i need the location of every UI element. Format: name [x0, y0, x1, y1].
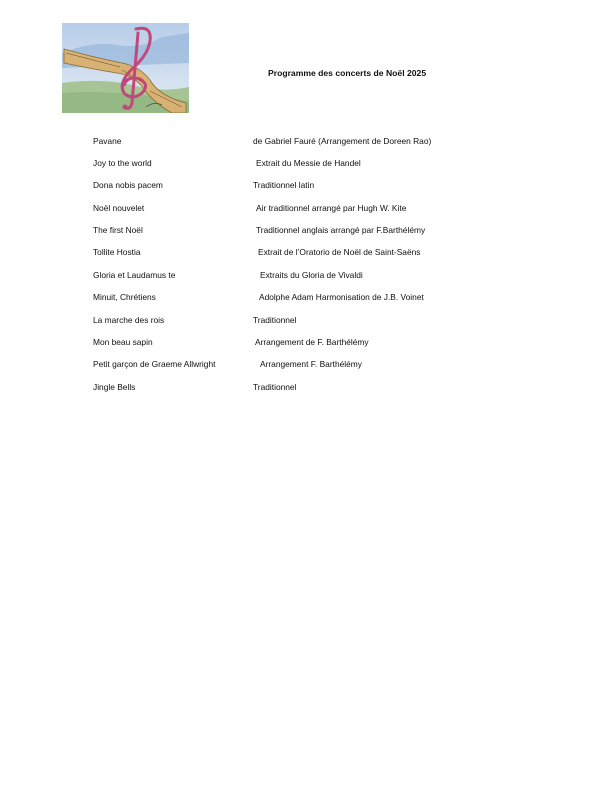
programme-row: [0, 382, 612, 394]
programme-row: [0, 203, 612, 215]
programme-row: [0, 180, 612, 192]
piece-description: Traditionnel anglais arrangé par F.Barthélémy: [256, 225, 426, 235]
page-title: Programme des concerts de Noël 2025: [268, 68, 427, 78]
piece-title: Dona nobis pacem: [93, 180, 163, 190]
programme-row: [0, 337, 612, 349]
piece-description: Extrait du Messie de Handel: [256, 158, 361, 168]
piece-description: Traditionnel: [253, 382, 297, 392]
piece-title: Pavane: [93, 136, 122, 146]
piece-title: Petit garçon de Graeme Allwright: [93, 359, 216, 369]
piece-description: Extrait de l’Oratorio de Noël de Saint-Saëns: [258, 247, 421, 257]
piece-title: Mon beau sapin: [93, 337, 153, 347]
piece-title: La marche des rois: [93, 315, 165, 325]
piece-title: The first Noël: [93, 225, 143, 235]
piece-description: Traditionnel: [253, 315, 297, 325]
programme-row: [0, 359, 612, 371]
piece-description: Adolphe Adam Harmonisation de J.B. Voinet: [259, 292, 424, 302]
programme-row: [0, 158, 612, 170]
programme-row: [0, 225, 612, 237]
programme-row: [0, 136, 612, 148]
piece-description: de Gabriel Fauré (Arrangement de Doreen Rao): [253, 136, 432, 146]
programme-row: [0, 247, 612, 259]
piece-description: Arrangement de F. Barthélémy: [255, 337, 369, 347]
piece-title: Joy to the world: [93, 158, 152, 168]
piece-description: Traditionnel latin: [253, 180, 315, 190]
piece-description: Arrangement F. Barthélémy: [260, 359, 362, 369]
piece-title: Minuit, Chrétiens: [93, 292, 156, 302]
piece-description: Extraits du Gloria de Vivaldi: [260, 270, 363, 280]
piece-title: Jingle Bells: [93, 382, 136, 392]
programme-row: [0, 292, 612, 304]
piece-title: Noël nouvelet: [93, 203, 145, 213]
programme-row: [0, 315, 612, 327]
choir-logo-icon: [62, 23, 189, 113]
piece-title: Gloria et Laudamus te: [93, 270, 176, 280]
piece-title: Tollite Hostia: [93, 247, 141, 257]
piece-description: Air traditionnel arrangé par Hugh W. Kite: [256, 203, 407, 213]
programme-row: [0, 270, 612, 282]
